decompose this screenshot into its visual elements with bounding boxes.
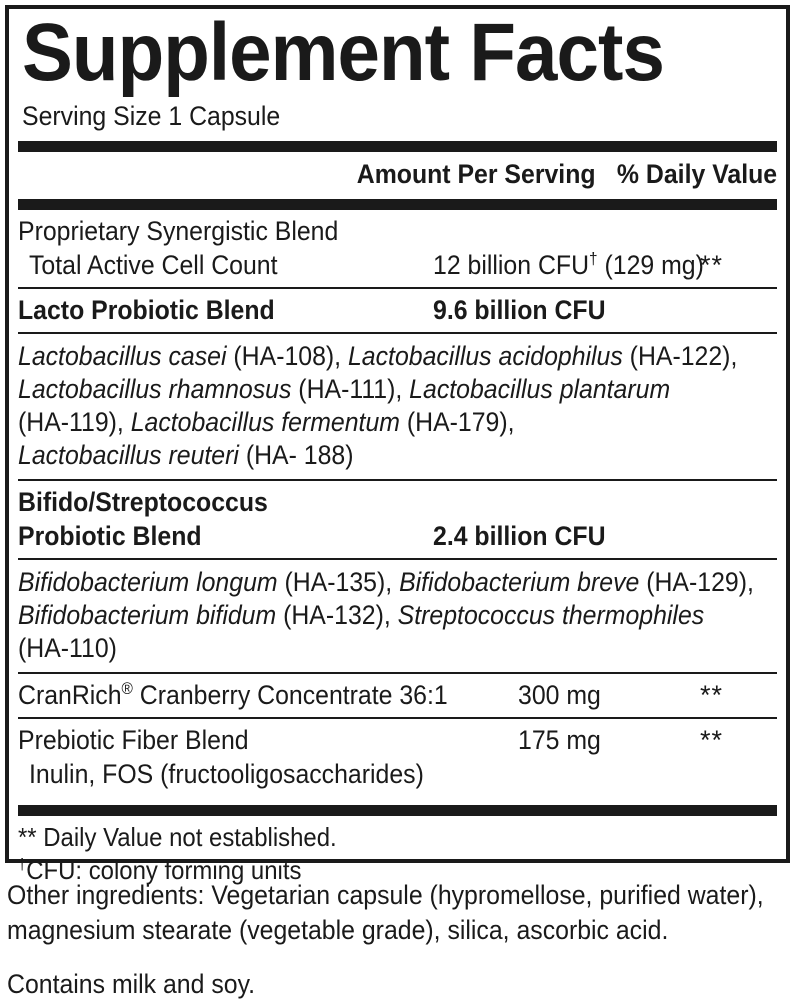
lacto-species-line-1: Lactobacillus casei (HA-108), Lactobacillus acidophilus (HA-122),: [18, 341, 738, 372]
other-ingredients-line-1: Other ingredients: Vegetarian capsule (hypromellose, purified water),: [7, 880, 764, 910]
row-prebiotic-sub: [18, 757, 777, 796]
bifido-blend-amount: 2.4 billion CFU: [433, 521, 606, 552]
row-cranrich: [18, 674, 777, 717]
header-percent-daily-value: % Daily Value: [616, 159, 777, 190]
bifido-blend-label-line-2: Probiotic Blend: [18, 521, 202, 552]
row-bifido-blend-line-1: [18, 481, 777, 519]
heavy-rule-top: [18, 141, 777, 152]
row-total-active-cell-count: [18, 248, 777, 287]
lacto-species-line-4: Lactobacillus reuteri (HA- 188): [18, 440, 354, 471]
bifido-species-list: [18, 560, 777, 672]
cranrich-daily-value: **: [700, 680, 724, 711]
below-panel-text: [7, 878, 807, 1002]
panel-inner: [9, 7, 786, 886]
lacto-species-list: [18, 334, 777, 479]
total-active-cell-count-label: Total Active Cell Count: [29, 250, 278, 281]
proprietary-blend-label: Proprietary Synergistic Blend: [18, 216, 339, 247]
lacto-species-line-3: (HA-119), Lactobacillus fermentum (HA-179),: [18, 407, 515, 438]
bifido-species-line-1: Bifidobacterium longum (HA-135), Bifidobacterium breve (HA-129),: [18, 567, 754, 598]
row-prebiotic-fiber-blend: [18, 719, 777, 757]
bifido-species-line-2: Bifidobacterium bifidum (HA-132), Streptococcus thermophiles: [18, 600, 705, 631]
row-lacto-probiotic-blend: [18, 289, 777, 332]
page-title: Supplement Facts: [22, 7, 664, 98]
row-bifido-blend-line-2: [18, 519, 777, 558]
lacto-species-line-2: Lactobacillus rhamnosus (HA-111), Lactobacillus plantarum: [18, 374, 671, 405]
serving-size: Serving Size 1 Capsule: [22, 101, 281, 132]
footnote-cfu: †CFU: colony forming units: [18, 855, 302, 886]
row-proprietary-blend: [18, 210, 777, 248]
header-amount-per-serving: Amount Per Serving: [357, 159, 596, 190]
other-ingredients: [7, 878, 807, 948]
allergen-statement-text: Contains milk and soy.: [7, 969, 256, 999]
lacto-blend-label: Lacto Probiotic Blend: [18, 295, 275, 326]
lacto-blend-amount: 9.6 billion CFU: [433, 295, 606, 326]
allergen-statement: [7, 967, 807, 1002]
heavy-rule-bottom: [18, 805, 777, 816]
prebiotic-daily-value: **: [700, 725, 724, 756]
total-active-cell-count-daily-value: **: [700, 250, 724, 281]
other-ingredients-line-2: magnesium stearate (vegetable grade), silica, ascorbic acid.: [7, 915, 669, 945]
prebiotic-amount: 175 mg: [518, 725, 601, 756]
prebiotic-label: Prebiotic Fiber Blend: [18, 725, 249, 756]
bifido-species-line-3: (HA-110): [18, 633, 117, 664]
cranrich-label: CranRich® Cranberry Concentrate 36:1: [18, 679, 448, 711]
column-headers: [18, 152, 777, 192]
total-active-cell-count-amount: 12 billion CFU† (129 mg): [433, 249, 704, 281]
supplement-facts-panel: [5, 5, 790, 886]
bifido-blend-label-line-1: Bifido/Streptococcus: [18, 487, 268, 518]
prebiotic-sub-label: Inulin, FOS (fructooligosaccharides): [29, 759, 424, 790]
heavy-rule-under-headers: [18, 199, 777, 210]
footnotes: [18, 816, 777, 887]
cranrich-amount: 300 mg: [518, 680, 601, 711]
footnote-daily-value: ** Daily Value not established.: [18, 822, 337, 853]
